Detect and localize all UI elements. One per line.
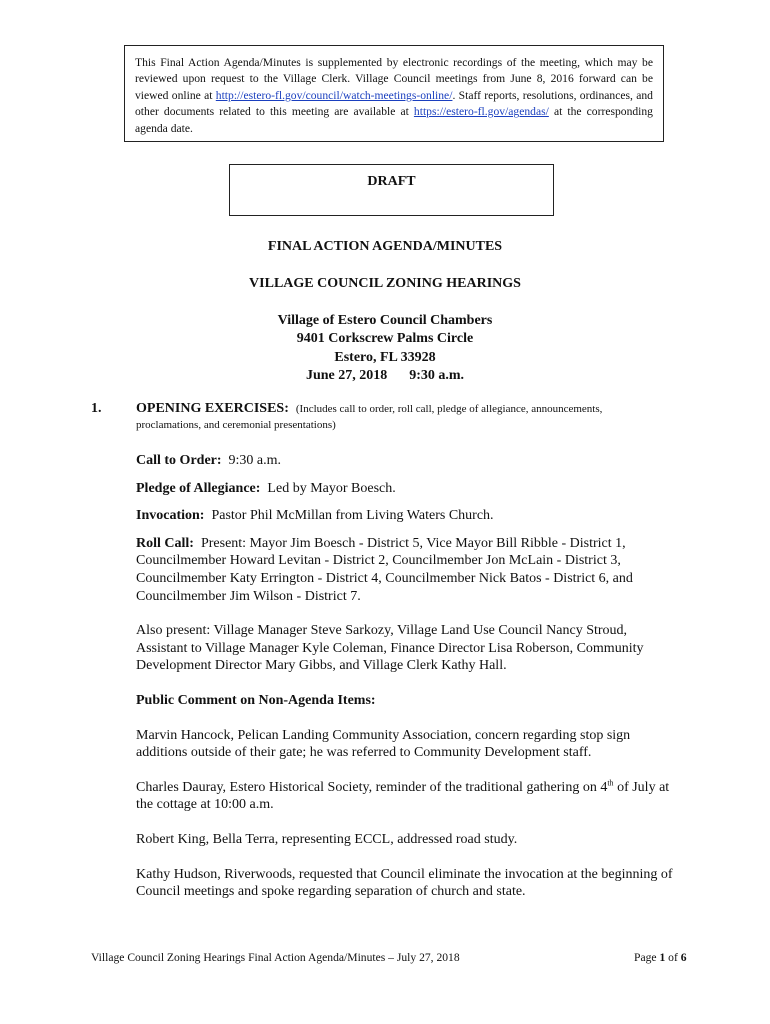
notice-text-2: . Staff reports, resolutions, ordinances, and other documents related to this meeting are available at <box>135 88 653 119</box>
comment-2-superscript: th <box>607 778 614 788</box>
draft-label: DRAFT <box>367 174 416 189</box>
call-to-order-label: Call to Order: <box>136 453 222 468</box>
venue: Village of Estero Council Chambers <box>277 313 493 328</box>
section-number: 1. <box>91 401 102 416</box>
page-indicator <box>634 951 687 964</box>
call-to-order-value: 9:30 a.m. <box>228 453 282 468</box>
notice-text-3: at the corresponding agenda date. <box>135 105 653 135</box>
watch-meetings-link[interactable]: http://estero-fl.gov/council/watch-meetings-online/ <box>215 88 453 102</box>
call-to-order <box>136 452 676 470</box>
invocation <box>136 507 676 525</box>
pledge-value: Led by Mayor Boesch. <box>267 480 396 496</box>
date-time <box>0 367 770 385</box>
section-heading <box>136 401 676 417</box>
section-heading-label: OPENING EXERCISES: <box>136 401 289 416</box>
invocation-label: Invocation: <box>136 508 205 524</box>
agendas-link[interactable]: https://estero-fl.gov/agendas/ <box>413 105 549 119</box>
page-total: 6 <box>680 951 687 964</box>
invocation-value: Pastor Phil McMillan from Living Waters Church. <box>211 508 494 524</box>
public-comment-3: Robert King, Bella Terra, representing ECCL, addressed road study. <box>136 831 518 847</box>
meeting-date: June 27, 2018 <box>305 368 388 384</box>
comment-2-text-a: Charles Dauray, Estero Historical Society, reminder of the traditional gathering on 4 <box>136 779 608 795</box>
roll-call <box>136 535 676 605</box>
document-title: FINAL ACTION AGENDA/MINUTES <box>267 239 503 254</box>
public-comment-1: Marvin Hancock, Pelican Landing Community Association, concern regarding stop sign additions outside of their gate; he was referred to Community Development staff. <box>136 727 631 761</box>
city-state-zip: Estero, FL 33928 <box>334 349 436 365</box>
meeting-time: 9:30 a.m. <box>409 368 465 384</box>
section-note-b: proclamations, and ceremonial presentations) <box>136 419 336 431</box>
document-subtitle: VILLAGE COUNCIL ZONING HEARINGS <box>249 276 521 291</box>
of-word: of <box>668 951 678 964</box>
pledge-of-allegiance <box>136 480 676 498</box>
footer-title: Village Council Zoning Hearings Final Action Agenda/Minutes – July 27, 2018 <box>91 951 460 964</box>
public-comment-2 <box>136 779 676 814</box>
public-comment-heading: Public Comment on Non-Agenda Items: <box>136 692 376 708</box>
page-number: 1 <box>659 951 666 964</box>
also-present: Also present: Village Manager Steve Sarkozy, Village Land Use Council Nancy Stroud, Assistant to Village Manager Kyle Coleman, Finance Director Lisa Roberson, Community Development Director Mary Gibbs, and Village Clerk Kathy Hall. <box>136 623 644 674</box>
meeting-location <box>0 312 770 386</box>
roll-call-label: Roll Call: <box>136 535 194 551</box>
opening-exercises-section <box>136 401 676 901</box>
roll-call-value: Present: Mayor Jim Boesch - District 5, Vice Mayor Bill Ribble - District 1, Councilmember Howard Levitan - District 2, Councilmember Jon McLain - District 3, Councilmember Katy Errington - District 4, Councilmember Nick Batos - District 6, and Councilmember Jim Wilson - District 7. <box>136 535 633 604</box>
public-comment-4: Kathy Hudson, Riverwoods, requested that Council eliminate the invocation at the beginning of Council meetings and spoke regarding separation of church and state. <box>136 866 673 900</box>
pledge-label: Pledge of Allegiance: <box>136 480 261 496</box>
comment-2-text-b: of July at the cottage at 10:00 a.m. <box>136 779 670 813</box>
draft-box <box>229 164 554 216</box>
street-address: 9401 Corkscrew Palms Circle <box>296 331 474 347</box>
recording-notice <box>124 45 664 142</box>
page-word: Page <box>634 951 657 964</box>
notice-text-1: This Final Action Agenda/Minutes is supplemented by electronic recordings of the meeting, which may be reviewed upon request to the Village Clerk. Village Council meetings from June 8, 2016 forward can be viewed online at <box>135 56 653 102</box>
section-note-a: (Includes call to order, roll call, pledge of allegiance, announcements, <box>295 403 603 415</box>
